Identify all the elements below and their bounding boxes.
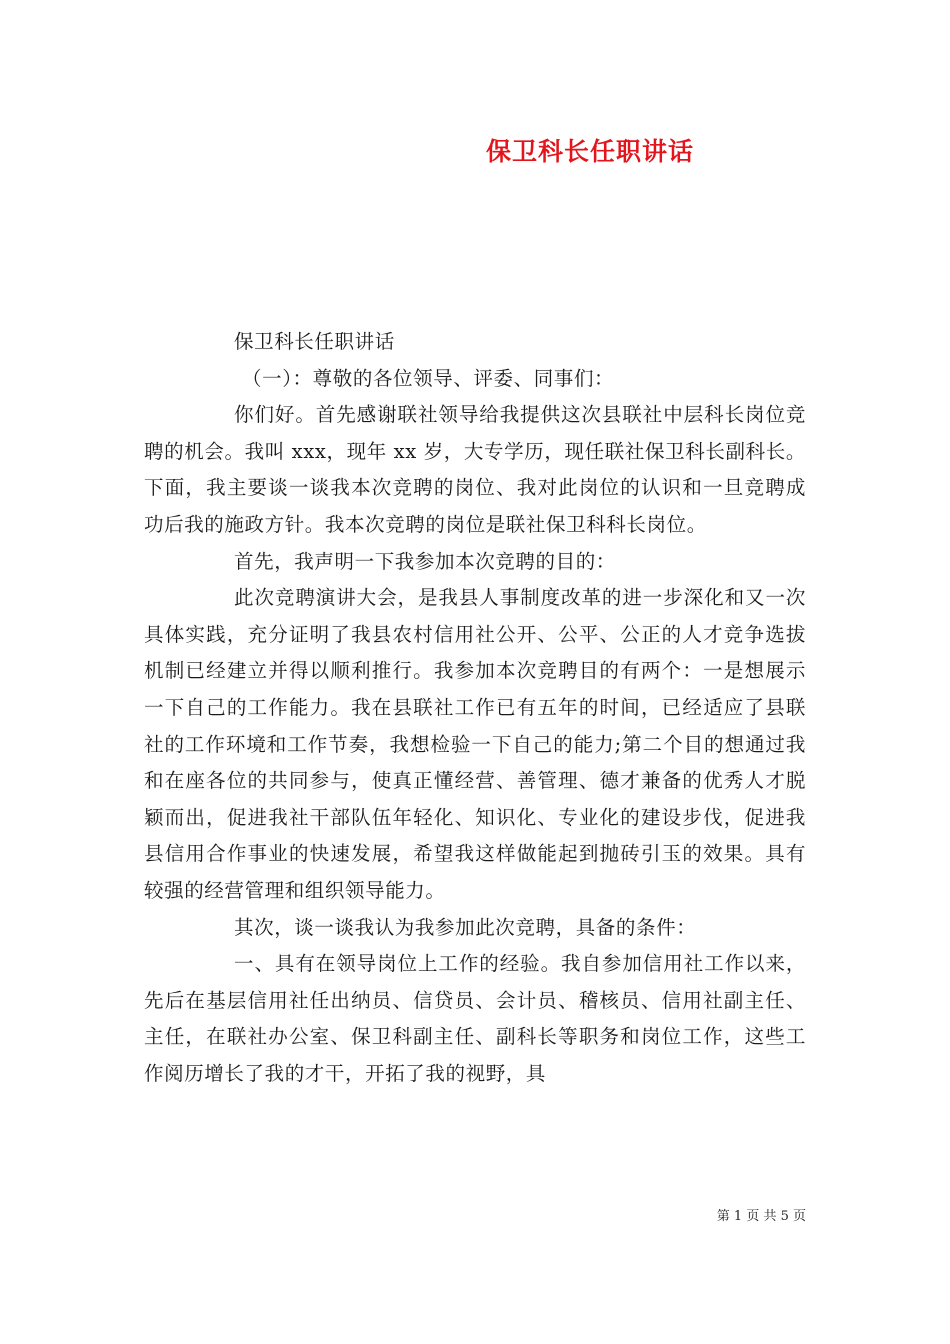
document-title: 保卫科长任职讲话: [485, 137, 694, 166]
page-number-footer: 第 1 页 共 5 页: [716, 1209, 806, 1224]
paragraph: 一、具有在领导岗位上工作的经验。我自参加信用社工作以来，先后在基层信用社任出纳员、信贷员、会计员、稽核员、信用社副主任、主任，在联社办公室、保卫科副主任、副科长等职务和岗位工作，这些工作阅历增长了我的才干，开拓了我的视野，具: [144, 952, 806, 1085]
salutation: （一）：尊敬的各位领导、评委、同事们：: [242, 366, 615, 390]
body-heading: 保卫科长任职讲话: [234, 330, 395, 353]
paragraph: 首先，我声明一下我参加本次竞聘的目的：: [234, 549, 616, 573]
paragraph: 此次竞聘演讲大会，是我县人事制度改革的进一步深化和又一次具体实践，充分证明了我县农村信用社公开、公平、公正的人才竞争选拔机制已经建立并得以顺利推行。我参加本次竞聘目的有两个：一是想展示一下自己的工作能力。我在县联社工作已有五年的时间，已经适应了县联社的工作环境和工作节奏，我想检验一下自己的能力;第二个目的想通过我和在座各位的共同参与，使真正懂经营、善管理、德才兼备的优秀人才脱颖而出，促进我社干部队伍年轻化、知识化、专业化的建设步伐，促进我县信用合作事业的快速发展，希望我这样做能起到抛砖引玉的效果。具有较强的经营管理和组织领导能力。: [144, 586, 806, 902]
paragraph: 你们好。首先感谢联社领导给我提供这次县联社中层科长岗位竞聘的机会。我叫 xxx，现年 xx 岁，大专学历，现任联社保卫科长副科长。下面，我主要谈一谈我本次竞聘的岗位、我对此岗位的认识和一旦竞聘成功后我的施政方针。我本次竞聘的岗位是联社保卫科科长岗位。: [144, 403, 806, 536]
paragraph: 其次，谈一谈我认为我参加此次竞聘，具备的条件：: [234, 915, 697, 939]
document-body: [144, 324, 806, 1092]
